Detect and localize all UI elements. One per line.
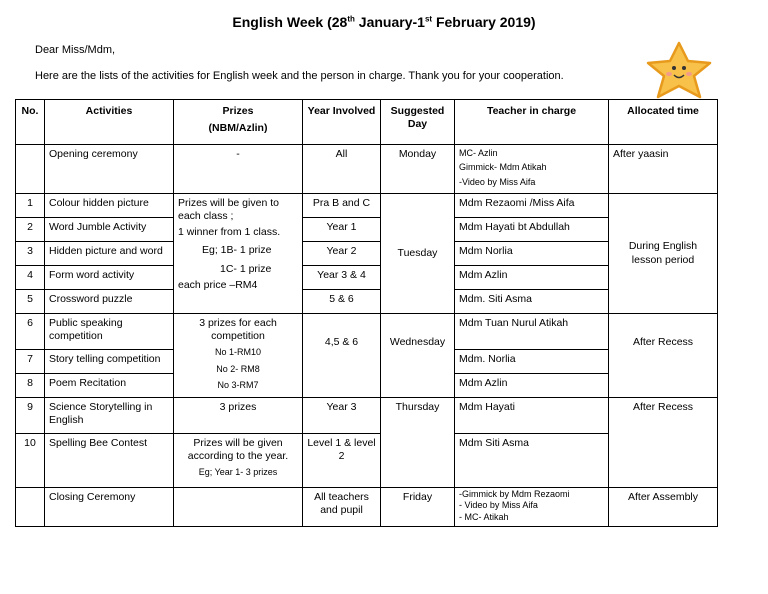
- no-cell: 4: [16, 266, 45, 290]
- col-header-no: No.: [16, 100, 45, 145]
- page-title: English Week (28th January-1st February 2019): [232, 14, 536, 30]
- activity-cell: Poem Recitation: [45, 374, 174, 398]
- time-cell: After yaasin: [609, 145, 718, 194]
- no-cell: 8: [16, 374, 45, 398]
- no-cell: 3: [16, 242, 45, 266]
- no-cell: 5: [16, 290, 45, 314]
- time-cell: After Recess: [609, 398, 718, 488]
- intro-text: Here are the lists of the activities for English week and the person in charge. Thank you for your cooperation.: [35, 70, 564, 82]
- col-header-day: Suggested Day: [381, 100, 455, 145]
- activity-cell: Colour hidden picture: [45, 194, 174, 218]
- teacher-cell: Mdm Azlin: [455, 374, 609, 398]
- greeting: Dear Miss/Mdm,: [35, 44, 116, 56]
- teacher-cell: MC- Azlin Gimmick- Mdm Atikah -Video by Miss Aifa: [455, 145, 609, 194]
- time-cell: After Assembly: [609, 488, 718, 527]
- no-cell: 9: [16, 398, 45, 434]
- year-cell: Pra B and C: [303, 194, 381, 218]
- prize-cell: -: [174, 145, 303, 194]
- teacher-cell: Mdm Norlia: [455, 242, 609, 266]
- activity-cell: Spelling Bee Contest: [45, 434, 174, 488]
- col-header-year: Year Involved: [303, 100, 381, 145]
- time-cell: During English lesson period: [609, 194, 718, 314]
- no-cell: 7: [16, 350, 45, 374]
- activity-cell: Word Jumble Activity: [45, 218, 174, 242]
- activity-cell: Story telling competition: [45, 350, 174, 374]
- teacher-cell: Mdm Azlin: [455, 266, 609, 290]
- year-cell: Year 2: [303, 242, 381, 266]
- no-cell: 6: [16, 314, 45, 350]
- prize-cell: 3 prizes for each competition No 1-RM10 No 2- RM8 No 3-RM7: [174, 314, 303, 398]
- year-cell: All teachers and pupil: [303, 488, 381, 527]
- no-cell: 2: [16, 218, 45, 242]
- teacher-cell: Mdm Hayati bt Abdullah: [455, 218, 609, 242]
- teacher-cell: Mdm. Siti Asma: [455, 290, 609, 314]
- no-cell: 1: [16, 194, 45, 218]
- activity-cell: Public speaking competition: [45, 314, 174, 350]
- table-row: [16, 398, 718, 434]
- table-row: [16, 488, 718, 527]
- activity-cell: Form word activity: [45, 266, 174, 290]
- year-cell: Year 3: [303, 398, 381, 434]
- year-cell: 5 & 6: [303, 290, 381, 314]
- star-icon: [644, 40, 714, 100]
- table-row: [16, 194, 718, 218]
- table-header-row: [16, 100, 718, 145]
- activities-table: [15, 99, 718, 527]
- year-cell: All: [303, 145, 381, 194]
- col-header-activities: Activities: [45, 100, 174, 145]
- activity-cell: Crossword puzzle: [45, 290, 174, 314]
- prize-cell: 3 prizes: [174, 398, 303, 434]
- activity-cell: Closing Ceremony: [45, 488, 174, 527]
- activity-cell: Opening ceremony: [45, 145, 174, 194]
- teacher-cell: Mdm Hayati: [455, 398, 609, 434]
- no-cell: 10: [16, 434, 45, 488]
- activity-cell: Science Storytelling in English: [45, 398, 174, 434]
- day-cell: Thursday: [381, 398, 455, 488]
- activity-cell: Hidden picture and word: [45, 242, 174, 266]
- year-cell: Year 1: [303, 218, 381, 242]
- day-cell: Monday: [381, 145, 455, 194]
- day-cell: Tuesday: [381, 194, 455, 314]
- year-cell: Level 1 & level 2: [303, 434, 381, 488]
- col-header-teacher: Teacher in charge: [455, 100, 609, 145]
- prize-cell: Prizes will be given according to the year. Eg; Year 1- 3 prizes: [174, 434, 303, 488]
- col-header-time: Allocated time: [609, 100, 718, 145]
- col-header-prizes: Prizes (NBM/Azlin): [174, 100, 303, 145]
- year-cell: Year 3 & 4: [303, 266, 381, 290]
- teacher-cell: Mdm Siti Asma: [455, 434, 609, 488]
- teacher-cell: -Gimmick by Mdm Rezaomi - Video by Miss Aifa - MC- Atikah: [455, 488, 609, 527]
- year-cell: 4,5 & 6: [303, 314, 381, 398]
- prize-cell: Prizes will be given to each class ; 1 winner from 1 class. Eg; 1B- 1 prize 1C- 1 prize each price –RM4: [174, 194, 303, 314]
- time-cell: After Recess: [609, 314, 718, 398]
- table-row: [16, 314, 718, 350]
- day-cell: Friday: [381, 488, 455, 527]
- teacher-cell: Mdm Tuan Nurul Atikah: [455, 314, 609, 350]
- teacher-cell: Mdm Rezaomi /Miss Aifa: [455, 194, 609, 218]
- day-cell: Wednesday: [381, 314, 455, 398]
- table-row: [16, 145, 718, 194]
- teacher-cell: Mdm. Norlia: [455, 350, 609, 374]
